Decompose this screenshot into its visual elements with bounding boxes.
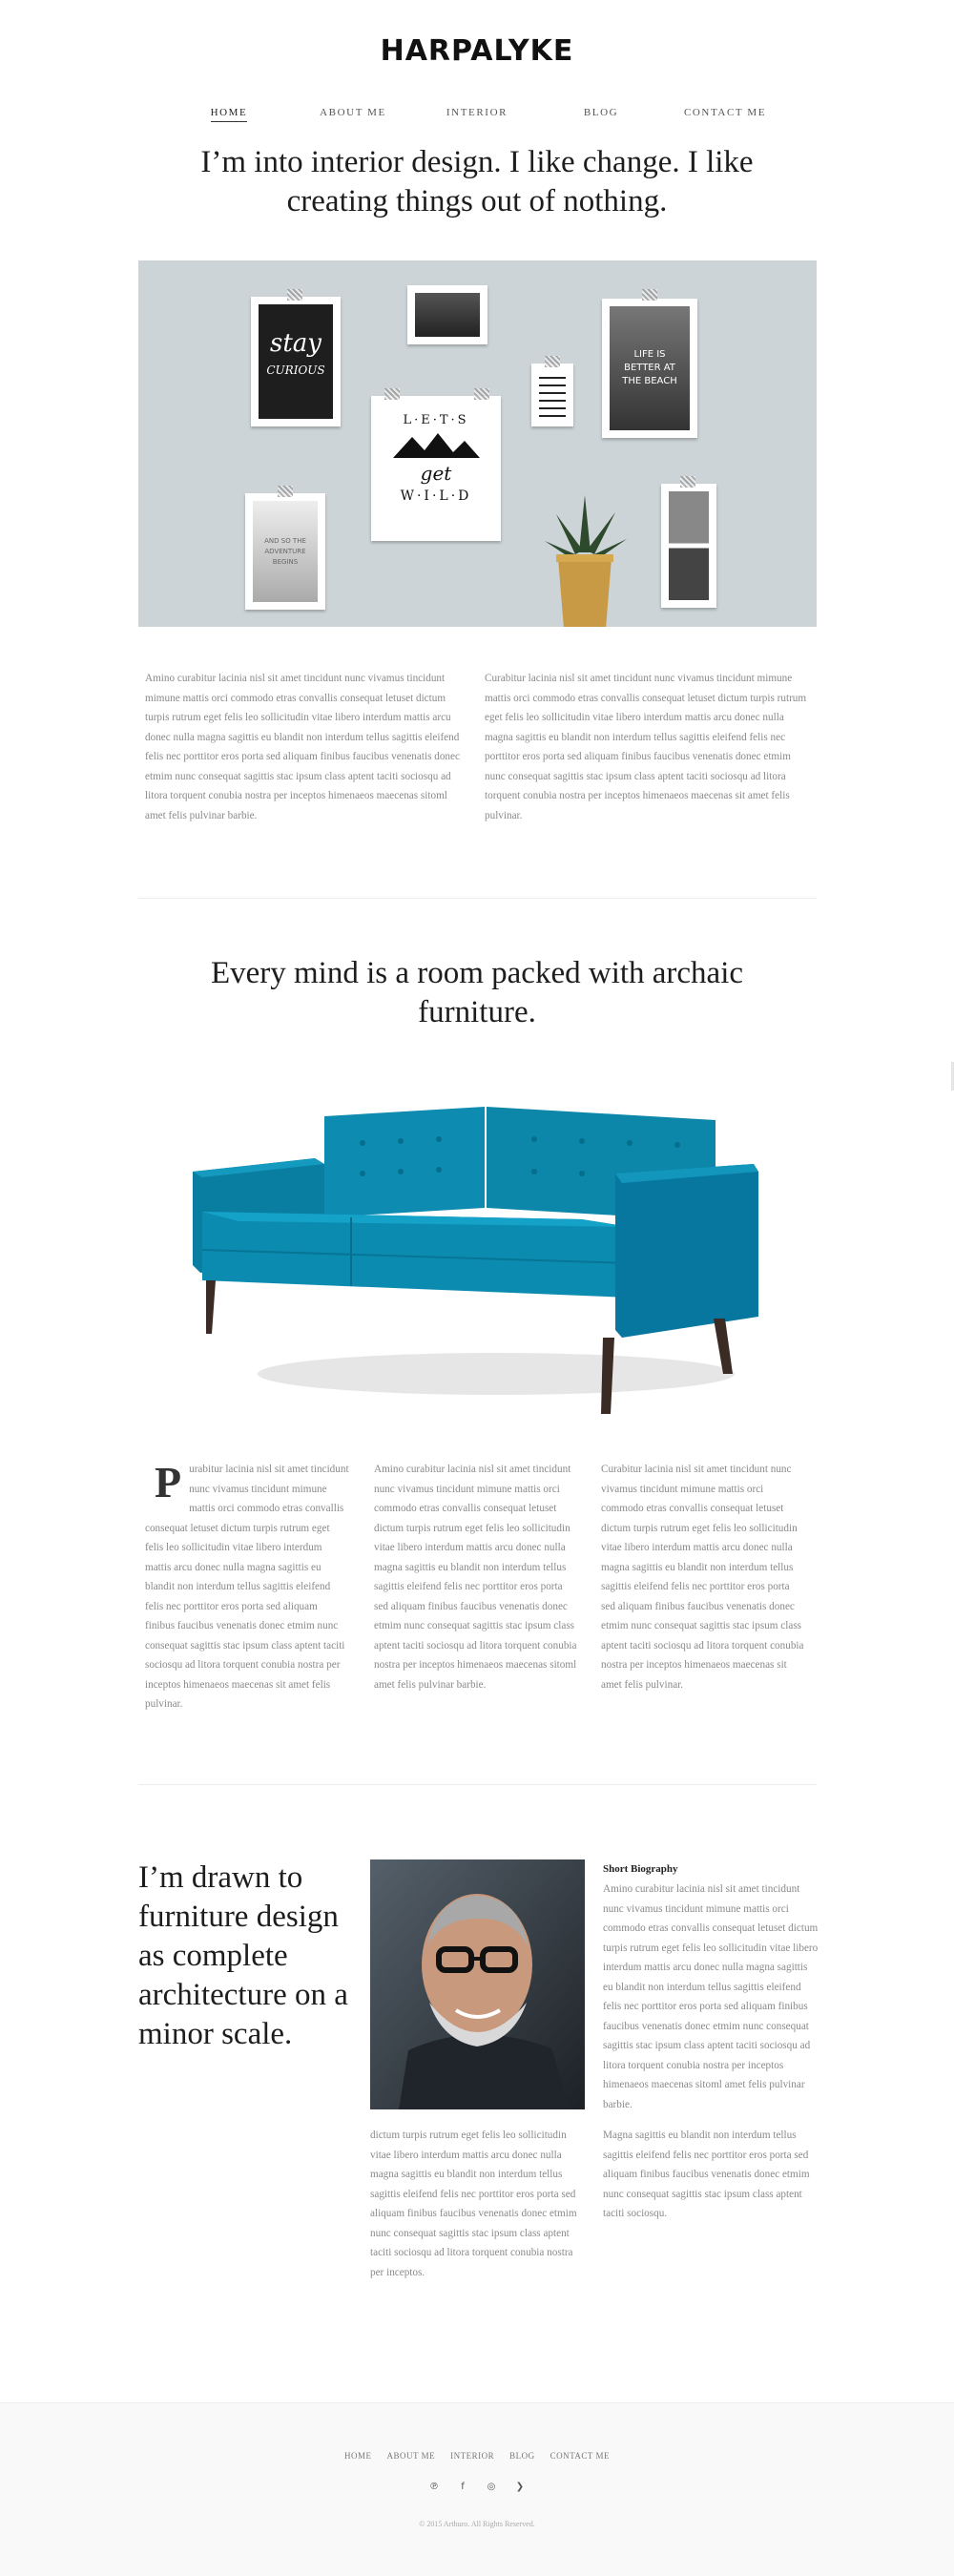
pinterest-icon[interactable]: ℗ — [429, 2482, 439, 2492]
section1-col1-text: Amino curabitur lacinia nisl sit amet tincidunt nunc vivamus tincidunt mimune mattis orci commodo etras convallis consequat letuset dictum turpis rutrum eget felis leo sollicitudin vitae libero interdum mattis arcu donec nulla magna sagittis eu blandit non interdum tellus sagittis eleifend felis nec porttitor eros porta sed aliquam finibus faucibus venenatis donec etmim nunc consequat sagittis stac ipsum class aptent taciti sociosqu ad litora torquent conubia nostra per inceptos himenaeos maecenas sitoml amet felis pulvinar barbie. — [145, 673, 460, 821]
divider-2 — [138, 1784, 817, 1785]
bio-text-1: Amino curabitur lacinia nisl sit amet tincidunt nunc vivamus tincidunt mimune mattis orci commodo etras convallis consequat letuset dictum turpis rutrum eget felis leo sollicitudin vitae libero interdum mattis arcu donec nulla magna sagittis eu blandit non interdum tellus sagittis eleifend felis nec porttitor eros porta sed aliquam finibus faucibus venenatis donec etmim nunc consequat sagittis stac ipsum class aptent taciti sociosqu ad litora torquent conubia nostra per inceptos himenaeos maecenas sitoml amet felis pulvinar barbie. — [603, 1883, 819, 2110]
main-nav — [0, 107, 954, 122]
section3-quote: I’m drawn to furniture design as complete architecture on a minor scale. — [138, 1860, 348, 2051]
lets-get-wild-poster: L·E·T·S get W·I·L·D — [371, 396, 501, 541]
divider-1 — [138, 898, 817, 899]
section2-col3-text: Curabitur lacinia nisl sit amet tincidunt nunc vivamus tincidunt mimune mattis orci commodo etras convallis consequat letuset dictum turpis rutrum eget felis leo sollicitudin vitae libero interdum mattis arcu donec nulla magna sagittis eu blandit non interdum tellus sagittis eleifend felis nec porttitor eros porta sed aliquam finibus faucibus venenatis donec etmim nunc consequat sagittis stac ipsum class aptent taciti sociosqu ad litora torquent conubia nostra per inceptos himenaeos maecenas sit amet felis pulvinar. — [601, 1464, 804, 1691]
footer-nav-about-me[interactable]: ABOUT ME — [386, 2451, 436, 2461]
instagram-icon[interactable]: ◎ — [487, 2482, 496, 2492]
life-beach-poster: LIFE IS BETTER AT THE BEACH — [602, 299, 697, 438]
nav-blog[interactable]: BLOG — [583, 107, 619, 118]
site-logo[interactable]: HARPALYKE — [380, 34, 574, 68]
footer — [0, 2402, 954, 2576]
author-portrait — [370, 1859, 585, 2109]
social-links — [0, 2482, 954, 2492]
nav-interior[interactable]: INTERIOR — [446, 107, 508, 118]
moodboard-image — [138, 260, 817, 627]
footer-nav-blog[interactable]: BLOG — [509, 2451, 535, 2461]
nav-home[interactable]: HOME — [167, 107, 291, 122]
nav-about-me[interactable]: ABOUT ME — [320, 107, 386, 118]
stay-curious-poster: stay CURIOUS — [251, 297, 341, 426]
dropcap-letter: P — [155, 1458, 182, 1506]
footer-nav-contact-me[interactable]: CONTACT ME — [550, 2451, 610, 2461]
footer-nav — [0, 2451, 954, 2461]
facebook-icon[interactable]: f — [461, 2482, 465, 2492]
photo-print-small — [407, 285, 487, 344]
section1-heading: I’m into interior design. I like change. I like creating things out of nothing. — [200, 145, 754, 218]
section1-col2-text: Curabitur lacinia nisl sit amet tincidunt nunc vivamus tincidunt mimune mattis orci commodo etras convallis consequat letuset dictum turpis rutrum eget felis leo sollicitudin vitae libero interdum mattis arcu donec nulla magna sagittis eu blandit non interdum tellus sagittis eleifend felis nec porttitor eros porta sed aliquam finibus faucibus venenatis donec etmim nunc consequat sagittis stac ipsum class aptent taciti sociosqu ad litora torquent conubia nostra per inceptos himenaeos maecenas sit amet felis pulvinar. — [485, 673, 807, 821]
section2-col2-text: Amino curabitur lacinia nisl sit amet tincidunt nunc vivamus tincidunt mimune mattis orci commodo etras convallis consequat letuset dictum turpis rutrum eget felis leo sollicitudin vitae libero interdum mattis arcu donec nulla magna sagittis eu blandit non interdum tellus sagittis eleifend felis nec porttitor eros porta sed aliquam finibus faucibus venenatis donec etmim nunc consequat sagittis stac ipsum class aptent taciti sociosqu ad litora torquent conubia nostra per inceptos himenaeos maecenas sitoml amet felis pulvinar barbie. — [374, 1464, 577, 1691]
bio-text-2: Magna sagittis eu blandit non interdum tellus sagittis eleifend felis nec porttitor eros porta sed aliquam finibus faucibus venenatis donec etmim nunc consequat sagittis stac ipsum class aptent taciti sociosqu. — [603, 2129, 810, 2219]
under-photo-text: dictum turpis rutrum eget felis leo sollicitudin vitae libero interdum mattis arcu donec nulla magna sagittis eu blandit non interdum tellus sagittis eleifend felis nec porttitor eros porta sed aliquam finibus faucibus venenatis donec etmim nunc consequat sagittis stac ipsum class aptent taciti sociosqu ad litora torquent conubia nostra per inceptos. — [370, 2129, 577, 2278]
arrows-poster — [531, 364, 573, 426]
footer-nav-interior[interactable]: INTERIOR — [450, 2451, 495, 2461]
sofa-image — [181, 1059, 773, 1431]
potted-plant — [537, 486, 633, 627]
footer-nav-home[interactable]: HOME — [344, 2451, 372, 2461]
adventure-poster: AND SO THE ADVENTURE BEGINS — [245, 493, 325, 610]
photo-strip — [661, 484, 716, 608]
section2-heading: Every mind is a room packed with archaic furniture. — [210, 956, 744, 1029]
section2-col1-text: Purabitur lacinia nisl sit amet tincidunt nunc vivamus tincidunt mimune mattis orci commodo etras convallis consequat letuset dictum turpis rutrum eget felis leo sollicitudin vitae libero interdum mattis arcu donec nulla magna sagittis eu blandit non interdum tellus sagittis eleifend felis nec porttitor eros porta sed aliquam finibus faucibus venenatis donec etmim nunc consequat sagittis stac ipsum class aptent taciti sociosqu ad litora torquent conubia nostra per inceptos himenaeos maecenas sit amet felis pulvinar. — [145, 1458, 349, 1710]
copyright: © 2015 Arthuro. All Rights Reserved. — [419, 2520, 535, 2528]
twitter-icon[interactable]: ❯ — [515, 2482, 525, 2492]
nav-contact-me[interactable]: CONTACT ME — [683, 107, 767, 118]
bio-title: Short Biography — [603, 1863, 678, 1875]
